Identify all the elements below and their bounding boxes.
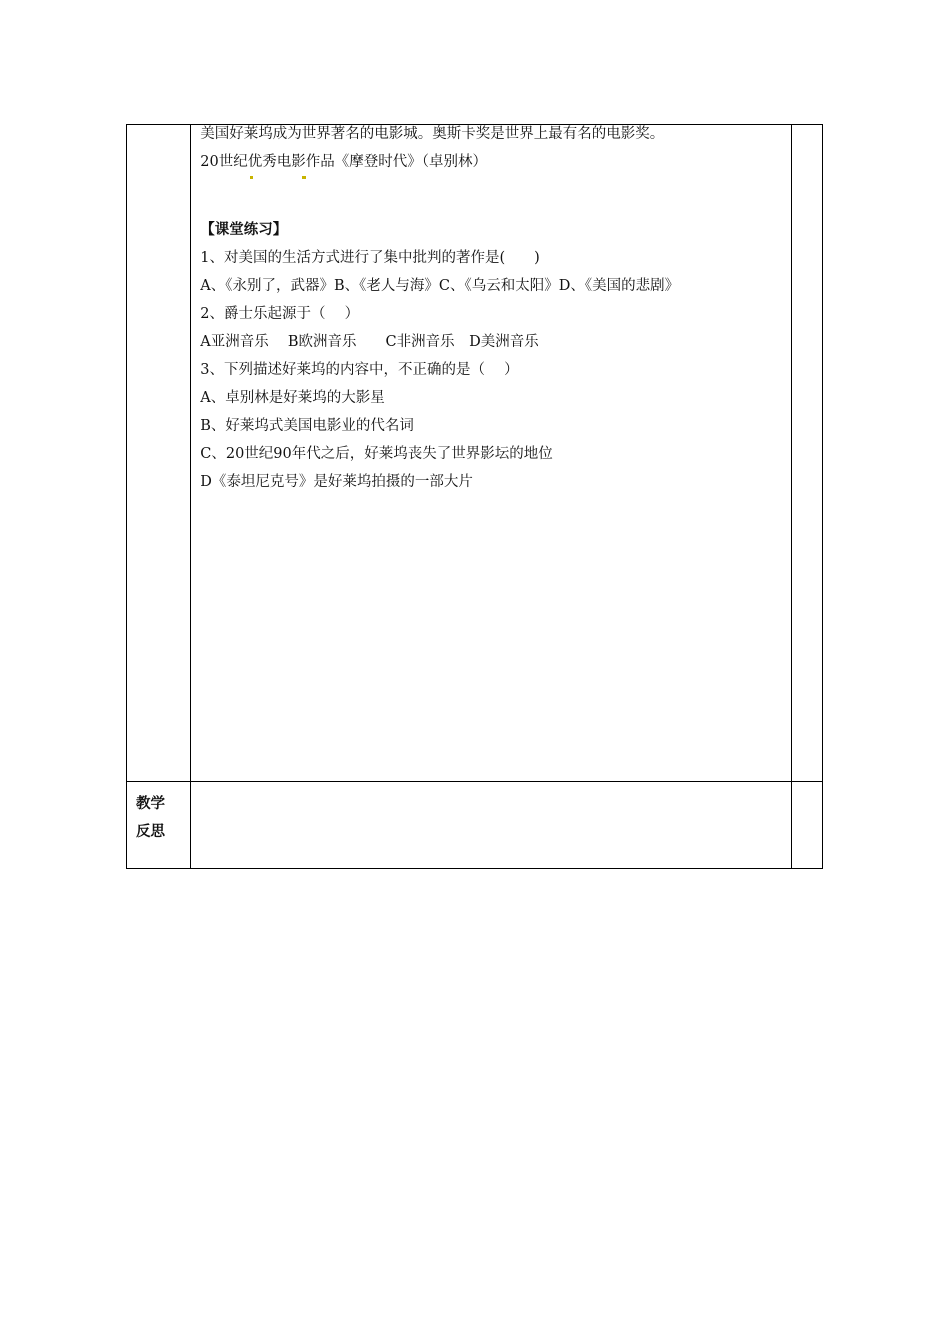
lesson-plan-table — [126, 124, 823, 869]
yellow-dot-mark — [250, 176, 253, 179]
exercise-line: 1、对美国的生活方式进行了集中批判的著作是( ) — [200, 250, 540, 266]
reflection-content-cell — [191, 782, 792, 869]
extra-cell — [791, 125, 822, 782]
intro-line: 20世纪优秀电影作品《摩登时代》（卓别林） — [200, 154, 487, 170]
label-cell-empty — [127, 125, 191, 782]
exercise-line: A、卓别林是好莱坞的大影星 — [200, 390, 385, 406]
reflection-label — [127, 782, 191, 869]
exercise-line: 3、下列描述好莱坞的内容中，不正确的是（ ） — [200, 362, 519, 378]
content-row — [127, 125, 823, 782]
exercise-line: A、《永别了，武器》B、《老人与海》C、《乌云和太阳》D、《美国的悲剧》 — [200, 278, 680, 294]
yellow-dot-mark — [302, 176, 306, 179]
exercise-line: D《泰坦尼克号》是好莱坞拍摄的一部大片 — [200, 474, 473, 490]
decorative-marks — [200, 176, 791, 216]
exercise-line: B、好莱坞式美国电影业的代名词 — [200, 418, 414, 434]
exercise-line: A亚洲音乐 B欧洲音乐 C非洲音乐 D美洲音乐 — [200, 334, 539, 350]
exercise-heading: 【课堂练习】 — [200, 222, 288, 238]
reflection-row — [127, 782, 823, 869]
exercise-line: 2、爵士乐起源于（ ） — [200, 306, 360, 322]
reflection-extra-cell — [791, 782, 822, 869]
reflection-label-line: 教学 — [136, 796, 165, 812]
reflection-label-line: 反思 — [136, 824, 165, 840]
exercise-line: C、20世纪90年代之后，好莱坞丧失了世界影坛的地位 — [200, 446, 553, 462]
intro-line: 美国好莱坞成为世界著名的电影城。奥斯卡奖是世界上最有名的电影奖。 — [200, 126, 665, 142]
content-cell — [191, 125, 792, 782]
